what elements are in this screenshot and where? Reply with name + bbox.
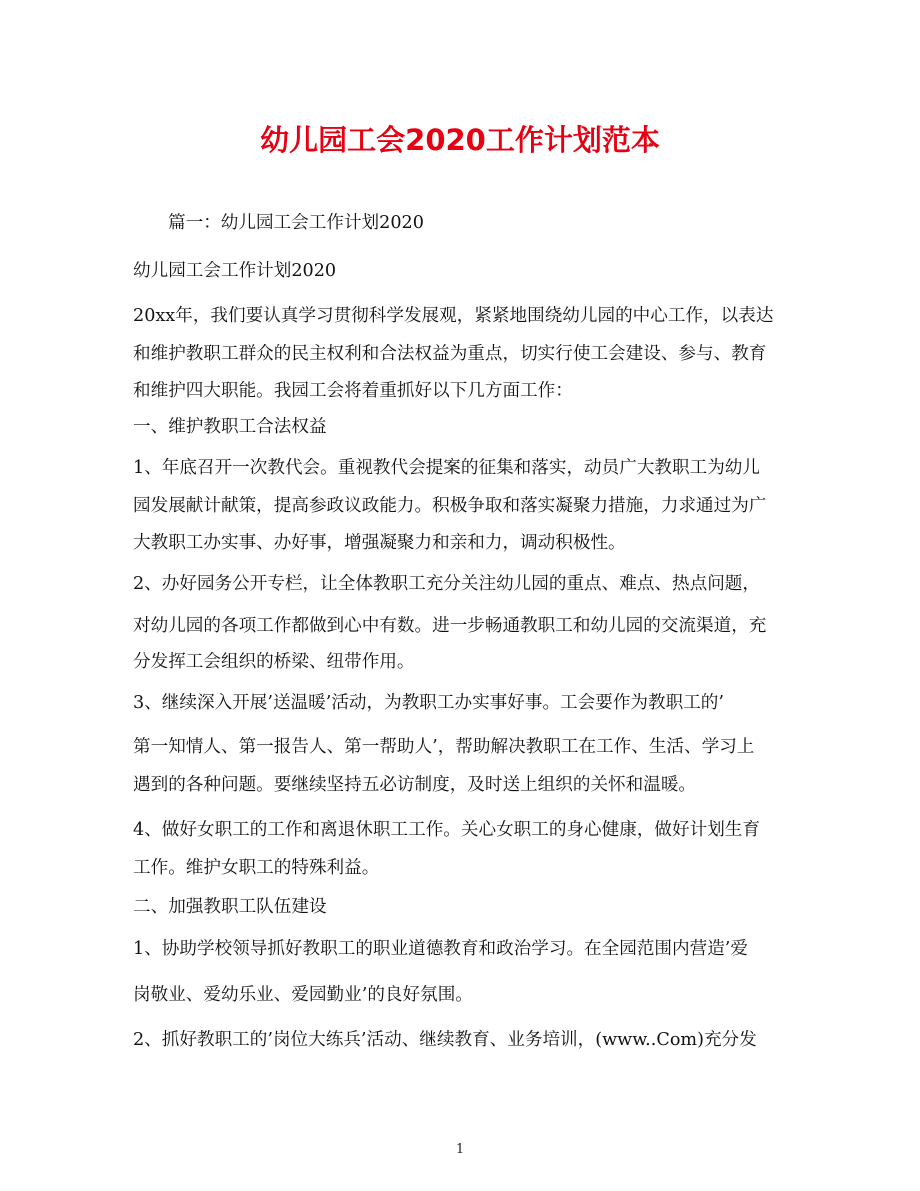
list-heading: 二、加强教职工队伍建设 — [133, 897, 327, 917]
paragraph-line: 20xx年，我们要认真学习贯彻科学发展观，紧紧地围绕幼儿园的中心工作，以表达 — [133, 306, 774, 326]
paragraph-line: 2、办好园务公开专栏，让全体教职工充分关注幼儿园的重点、难点、热点问题， — [133, 574, 760, 594]
paragraph-line: 和维护四大职能。我园工会将着重抓好以下几方面工作： — [133, 381, 573, 401]
document-title: 幼儿园工会2020工作计划范本 — [260, 123, 660, 157]
section-heading: 篇一：幼儿园工会工作计划2020 — [168, 213, 424, 233]
paragraph-line: 1、年底召开一次教代会。重视教代会提案的征集和落实，动员广大教职工为幼儿 — [133, 458, 760, 478]
paragraph-line: 4、做好女职工的工作和离退休职工工作。关心女职工的身心健康，做好计划生育 — [133, 820, 760, 840]
subheading: 幼儿园工会工作计划2020 — [133, 261, 337, 281]
paragraph-line: 1、协助学校领导抓好教职工的职业道德教育和政治学习。在全园范围内营造’爱 — [133, 939, 748, 959]
paragraph-line: 园发展献计献策，提高参政议政能力。积极争取和落实凝聚力措施，力求通过为广 — [133, 496, 767, 516]
paragraph-line: 遇到的各种问题。要继续坚持五必访制度，及时送上组织的关怀和温暖。 — [133, 775, 697, 795]
paragraph-line: 和维护教职工群众的民主权利和合法权益为重点，切实行使工会建设、参与、教育 — [133, 344, 767, 364]
paragraph-line: 岗敬业、爱幼乐业、爱园勤业’的良好氛围。 — [133, 985, 473, 1005]
paragraph-line: 工作。维护女职工的特殊利益。 — [133, 858, 380, 878]
paragraph-line: 对幼儿园的各项工作都做到心中有数。进一步畅通教职工和幼儿园的交流渠道，充 — [133, 616, 767, 636]
paragraph-line: 3、继续深入开展’送温暖’活动，为教职工办实事好事。工会要作为教职工的’ — [133, 693, 724, 713]
paragraph-line: 第一知情人、第一报告人、第一帮助人’，帮助解决教职工在工作、生活、学习上 — [133, 737, 755, 757]
paragraph-line: 分发挥工会组织的桥梁、纽带作用。 — [133, 652, 415, 672]
list-heading: 一、维护教职工合法权益 — [133, 417, 327, 437]
paragraph-line: 大教职工办实事、办好事，增强凝聚力和亲和力，调动积极性。 — [133, 533, 626, 553]
paragraph-line: 2、抓好教职工的’岗位大练兵’活动、继续教育、业务培训，(www..Com)充分发 — [133, 1030, 757, 1050]
page-number: 1 — [455, 1142, 465, 1157]
